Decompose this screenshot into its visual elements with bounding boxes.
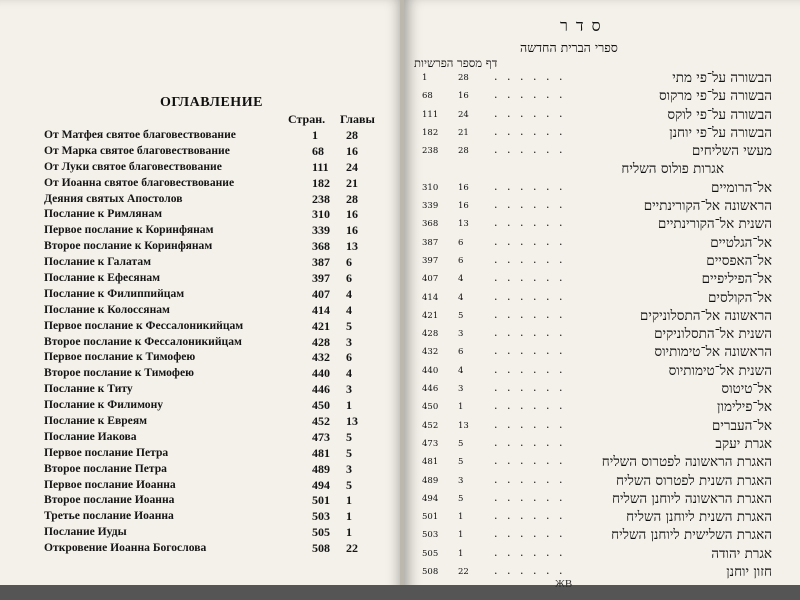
toc-chapters: 3 (346, 461, 352, 476)
toc-title: Послание к Филимону (44, 398, 164, 412)
hebrew-toc-row (414, 473, 784, 491)
leader-dots: . . . . . . (494, 381, 566, 395)
hebrew-toc-chapters: 1 (458, 548, 464, 559)
leader-dots: . . . . . . (494, 143, 566, 157)
toc-page: 452 (312, 414, 330, 429)
toc-chapters: 28 (346, 128, 358, 142)
page-title: ОГЛАВЛЕНИЕ (160, 95, 263, 110)
toc-chapters: 1 (346, 398, 352, 413)
book-bottom-edge (0, 585, 800, 600)
hebrew-toc-page: 446 (422, 384, 439, 395)
hebrew-toc-page: 489 (422, 475, 439, 486)
toc-list (44, 128, 374, 557)
footer-mark: ЖВ (555, 578, 573, 590)
hebrew-toc-row (414, 235, 784, 253)
toc-row (44, 382, 374, 398)
toc-row (44, 128, 374, 144)
toc-row (44, 541, 374, 557)
hebrew-toc-chapters: 3 (458, 384, 464, 395)
toc-chapters: 4 (346, 286, 352, 301)
toc-title: Послание к Римлянам (44, 207, 163, 221)
toc-row (44, 430, 374, 446)
leader-dots: . . . . . . (494, 216, 566, 230)
hebrew-toc-row (414, 454, 784, 472)
toc-row (44, 350, 374, 366)
hebrew-toc-title: הבשורה על־פי יוחנן (669, 124, 772, 141)
toc-page: 505 (312, 525, 330, 540)
hebrew-toc-chapters: 5 (458, 438, 464, 449)
toc-title: Послание к Ефесянам (44, 271, 161, 285)
leader-dots: . . . . . . (494, 490, 566, 504)
hebrew-toc-row (414, 216, 784, 234)
toc-title: Послание Иуды (44, 525, 127, 539)
hebrew-toc-chapters: 3 (458, 329, 464, 340)
toc-chapters: 28 (346, 191, 358, 206)
hebrew-toc-chapters: 6 (458, 347, 464, 358)
hebrew-toc-page: 339 (422, 201, 439, 212)
hebrew-toc-chapters: 1 (458, 530, 464, 541)
toc-chapters: 24 (346, 159, 358, 174)
toc-page: 182 (312, 175, 330, 190)
toc-row (44, 462, 374, 478)
toc-title: Послание к Галатам (44, 255, 152, 269)
hebrew-toc-row (414, 418, 784, 436)
hebrew-toc-page: 508 (422, 567, 439, 578)
leader-dots: . . . . . . (494, 399, 566, 413)
toc-chapters: 21 (346, 175, 358, 190)
toc-title: Деяния святых Апостолов (44, 191, 183, 205)
toc-page: 446 (312, 382, 330, 397)
hebrew-toc-chapters: 16 (458, 91, 469, 102)
hebrew-toc-row (414, 491, 784, 509)
toc-row (44, 144, 374, 160)
leader-dots: . . . . . . (494, 564, 566, 578)
hebrew-toc-list (414, 70, 784, 582)
hebrew-toc-row (414, 180, 784, 198)
toc-row (44, 255, 374, 271)
toc-page: 407 (312, 286, 330, 301)
toc-page: 450 (312, 398, 330, 413)
hebrew-toc-chapters: 4 (458, 365, 464, 376)
leader-dots: . . . . . . (494, 307, 566, 321)
toc-row (44, 223, 374, 239)
leader-dots: . . . . . . (494, 527, 566, 541)
hebrew-toc-title: הראשונה אל־התסלוניקים (639, 307, 772, 324)
toc-chapters: 13 (346, 239, 358, 254)
hebrew-toc-title: אל־הקולסים (708, 289, 772, 306)
leader-dots: . . . . . . (494, 509, 566, 523)
hebrew-toc-row (414, 509, 784, 527)
hebrew-toc-page: 501 (422, 512, 439, 523)
hebrew-toc-row (414, 564, 784, 582)
hebrew-toc-page: 503 (422, 530, 439, 541)
leader-dots: . . . . . . (494, 88, 566, 102)
hebrew-toc-chapters: 4 (458, 274, 464, 285)
toc-title: Послание к Евреям (44, 414, 148, 428)
hebrew-toc-row (414, 107, 784, 125)
toc-row (44, 398, 374, 414)
hebrew-toc-chapters: 13 (458, 219, 469, 230)
toc-chapters: 6 (346, 350, 352, 365)
toc-chapters: 16 (346, 143, 358, 158)
hebrew-toc-title: אל־האפסיים (706, 252, 772, 269)
hebrew-subtitle: ספרי הברית החדשה (520, 40, 618, 55)
leader-dots: . . . . . . (494, 454, 566, 468)
toc-page: 421 (312, 318, 330, 333)
leader-dots: . . . . . . (494, 289, 566, 303)
toc-page: 494 (312, 477, 330, 492)
hebrew-toc-title: הראשונה אל־הקורינתיים (643, 198, 772, 215)
hebrew-toc-row (414, 271, 784, 289)
toc-chapters: 16 (346, 207, 358, 222)
hebrew-toc-title: אל־פילימון (717, 399, 772, 416)
hebrew-columns-header: דף מספר הפרשיות (414, 56, 498, 70)
hebrew-toc-page: 450 (422, 402, 439, 413)
leader-dots: . . . . . . (494, 271, 566, 285)
hebrew-toc-chapters: 21 (458, 127, 469, 138)
hebrew-section-title: אגרות פולוס השליח (621, 161, 724, 178)
toc-page: 368 (312, 239, 330, 254)
hebrew-toc-title: האגרת הראשונה לפטרוס השליח (601, 454, 772, 471)
toc-page: 387 (312, 255, 330, 270)
hebrew-toc-chapters: 24 (458, 109, 469, 120)
toc-title: Послание Иакова (44, 429, 137, 443)
hebrew-toc-row (414, 125, 784, 143)
hebrew-title: סדר (560, 16, 609, 35)
toc-page: 310 (312, 207, 330, 222)
hebrew-toc-title: אל־הגלטיים (710, 234, 772, 251)
toc-page: 508 (312, 541, 330, 556)
hebrew-toc-row (414, 143, 784, 161)
toc-page: 238 (312, 191, 330, 206)
hebrew-toc-page: 310 (422, 182, 439, 193)
toc-chapters: 4 (346, 302, 352, 317)
hebrew-toc-chapters: 6 (458, 255, 464, 266)
toc-chapters: 5 (346, 429, 352, 444)
toc-page: 481 (312, 445, 330, 460)
toc-page: 397 (312, 271, 330, 286)
hebrew-toc-chapters: 28 (458, 146, 469, 157)
hebrew-toc-page: 397 (422, 255, 439, 266)
toc-title: Первое послание к Фессалоникийцам (44, 318, 244, 332)
toc-chapters: 5 (346, 318, 352, 333)
hebrew-toc-title: השנית אל־טימותיוס (668, 362, 772, 379)
hebrew-toc-row (414, 546, 784, 564)
hebrew-toc-row (414, 70, 784, 88)
hebrew-toc-page: 407 (422, 274, 439, 285)
toc-title: Второе послание к Тимофею (44, 366, 194, 380)
hebrew-toc-title: אל־העברים (711, 417, 772, 434)
hebrew-toc-title: הבשורה על־פי לוקס (667, 106, 772, 123)
leader-dots: . . . . . . (494, 252, 566, 266)
toc-page: 473 (312, 429, 330, 444)
toc-page: 432 (312, 350, 330, 365)
pages-column-header: Стран. (288, 112, 326, 126)
hebrew-toc-title: חזון יוחנן (726, 564, 772, 581)
leader-dots: . . . . . . (494, 179, 566, 193)
hebrew-toc-page: 1 (422, 73, 428, 83)
hebrew-toc-title: אגרת יעקב (715, 435, 772, 452)
hebrew-toc-title: הבשורה על־פי מרקוס (659, 88, 772, 105)
hebrew-toc-chapters: 5 (458, 457, 464, 468)
toc-row (44, 509, 374, 525)
toc-title: Первое послание к Коринфянам (44, 223, 214, 237)
toc-chapters: 5 (346, 477, 352, 492)
toc-row (44, 271, 374, 287)
hebrew-toc-row (414, 198, 784, 216)
leader-dots: . . . . . . (494, 344, 566, 358)
hebrew-toc-page: 414 (422, 292, 439, 303)
hebrew-toc-title: הראשונה אל־טימותיוס (654, 344, 772, 361)
hebrew-toc-chapters: 1 (458, 402, 464, 413)
hebrew-toc-chapters: 1 (458, 512, 464, 523)
toc-page: 414 (312, 302, 330, 317)
hebrew-toc-row (414, 399, 784, 417)
hebrew-toc-title: אל־הרומיים (711, 179, 772, 196)
toc-page: 111 (312, 159, 329, 174)
toc-chapters: 1 (346, 509, 352, 524)
hebrew-toc-chapters: 13 (458, 420, 469, 431)
hebrew-toc-chapters: 5 (458, 493, 464, 504)
toc-chapters: 16 (346, 223, 358, 238)
hebrew-toc-title: הבשורה על־פי מתי (672, 70, 772, 86)
leader-dots: . . . . . . (494, 362, 566, 376)
toc-row (44, 287, 374, 303)
toc-page: 440 (312, 366, 330, 381)
hebrew-toc-page: 111 (422, 109, 439, 120)
hebrew-toc-chapters: 22 (458, 567, 469, 578)
toc-row (44, 366, 374, 382)
leader-dots: . . . . . . (494, 70, 566, 83)
leader-dots: . . . . . . (494, 472, 566, 486)
hebrew-toc-row (414, 290, 784, 308)
leader-dots: . . . . . . (494, 106, 566, 120)
toc-title: Послание к Титу (44, 382, 133, 396)
hebrew-toc-page: 238 (422, 146, 439, 157)
toc-title: Второе послание Петра (44, 461, 167, 475)
toc-page: 489 (312, 461, 330, 476)
hebrew-toc-title: האגרת השנית ליוחנן השליח (626, 509, 772, 526)
toc-row (44, 478, 374, 494)
chapters-column-header: Главы (340, 112, 375, 126)
toc-chapters: 1 (346, 493, 352, 508)
hebrew-toc-page: 481 (422, 457, 439, 468)
toc-title: От Матфея святое благовествование (44, 128, 236, 141)
hebrew-toc-row (414, 436, 784, 454)
hebrew-toc-title: השנית אל־הקורינתיים (657, 216, 772, 233)
hebrew-toc-page: 452 (422, 420, 439, 431)
toc-row (44, 207, 374, 223)
hebrew-toc-page: 421 (422, 310, 439, 321)
hebrew-toc-page: 428 (422, 329, 439, 340)
hebrew-toc-page: 440 (422, 365, 439, 376)
hebrew-section-row (414, 161, 784, 179)
hebrew-toc-page: 68 (422, 91, 433, 102)
toc-title: От Иоанна святое благовествование (44, 175, 235, 189)
toc-title: Второе послание к Фессалоникийцам (44, 334, 242, 348)
hebrew-toc-row (414, 326, 784, 344)
toc-title: Первое послание к Тимофею (44, 350, 196, 364)
leader-dots: . . . . . . (494, 198, 566, 212)
hebrew-toc-chapters: 6 (458, 237, 464, 248)
hebrew-toc-page: 473 (422, 438, 439, 449)
toc-row (44, 319, 374, 335)
toc-chapters: 3 (346, 382, 352, 397)
hebrew-toc-title: האגרת הראשונה ליוחנן השליח (611, 490, 772, 507)
toc-chapters: 4 (346, 366, 352, 381)
hebrew-toc-page: 387 (422, 237, 439, 248)
toc-row (44, 335, 374, 351)
hebrew-toc-row (414, 308, 784, 326)
toc-title: Откровение Иоанна Богослова (44, 541, 207, 555)
hebrew-toc-row (414, 344, 784, 362)
toc-chapters: 3 (346, 334, 352, 349)
toc-title: От Луки святое благовествование (44, 159, 222, 173)
hebrew-toc-page: 368 (422, 219, 439, 230)
toc-row (44, 525, 374, 541)
hebrew-toc-title: אגרת יהודה (711, 545, 772, 562)
leader-dots: . . . . . . (494, 326, 566, 340)
toc-title: Послание к Филиппийцам (44, 286, 185, 300)
hebrew-toc-chapters: 28 (458, 73, 469, 83)
toc-row (44, 176, 374, 192)
hebrew-toc-title: מעשי השליחים (691, 143, 772, 160)
toc-title: Первое послание Иоанна (44, 477, 176, 491)
hebrew-toc-page: 182 (422, 127, 439, 138)
toc-page: 428 (312, 334, 330, 349)
hebrew-toc-row (414, 253, 784, 271)
toc-row (44, 192, 374, 208)
toc-row (44, 414, 374, 430)
leader-dots: . . . . . . (494, 417, 566, 431)
toc-title: Второе послание Иоанна (44, 493, 175, 507)
hebrew-toc-chapters: 5 (458, 310, 464, 321)
hebrew-toc-page: 505 (422, 548, 439, 559)
toc-row (44, 446, 374, 462)
leader-dots: . . . . . . (494, 234, 566, 248)
leader-dots: . . . . . . (494, 435, 566, 449)
toc-page: 501 (312, 493, 330, 508)
toc-chapters: 5 (346, 445, 352, 460)
toc-page: 1 (312, 128, 318, 142)
toc-row (44, 160, 374, 176)
toc-chapters: 1 (346, 525, 352, 540)
hebrew-toc-title: אל־טיטוס (721, 381, 772, 398)
toc-page: 339 (312, 223, 330, 238)
toc-chapters: 6 (346, 255, 352, 270)
toc-title: Третье послание Иоанна (44, 509, 174, 523)
toc-row (44, 303, 374, 319)
toc-title: Второе послание к Коринфянам (44, 239, 213, 253)
hebrew-toc-row (414, 527, 784, 545)
hebrew-toc-row (414, 381, 784, 399)
hebrew-toc-title: האגרת השלישית ליוחנן השליח (611, 527, 772, 544)
hebrew-toc-row (414, 363, 784, 381)
toc-title: Послание к Колоссянам (44, 302, 170, 316)
hebrew-toc-page: 432 (422, 347, 439, 358)
toc-title: Первое послание Петра (44, 445, 169, 459)
hebrew-toc-title: השנית אל־התסלוניקים (654, 326, 772, 343)
toc-chapters: 13 (346, 414, 358, 429)
hebrew-toc-chapters: 16 (458, 201, 469, 212)
hebrew-toc-chapters: 3 (458, 475, 464, 486)
hebrew-toc-title: האגרת השנית לפטרוס השליח (615, 472, 772, 489)
leader-dots: . . . . . . (494, 545, 566, 559)
toc-row (44, 239, 374, 255)
toc-page: 503 (312, 509, 330, 524)
hebrew-toc-chapters: 16 (458, 182, 469, 193)
toc-page: 68 (312, 143, 324, 158)
leader-dots: . . . . . . (494, 124, 566, 138)
toc-chapters: 6 (346, 271, 352, 286)
toc-row (44, 493, 374, 509)
hebrew-toc-title: אל־הפיליפיים (701, 271, 772, 288)
hebrew-toc-chapters: 4 (458, 292, 464, 303)
hebrew-toc-row (414, 88, 784, 106)
toc-chapters: 22 (346, 541, 358, 556)
toc-title: От Марка святое благовествование (44, 143, 230, 157)
hebrew-toc-page: 494 (422, 493, 439, 504)
